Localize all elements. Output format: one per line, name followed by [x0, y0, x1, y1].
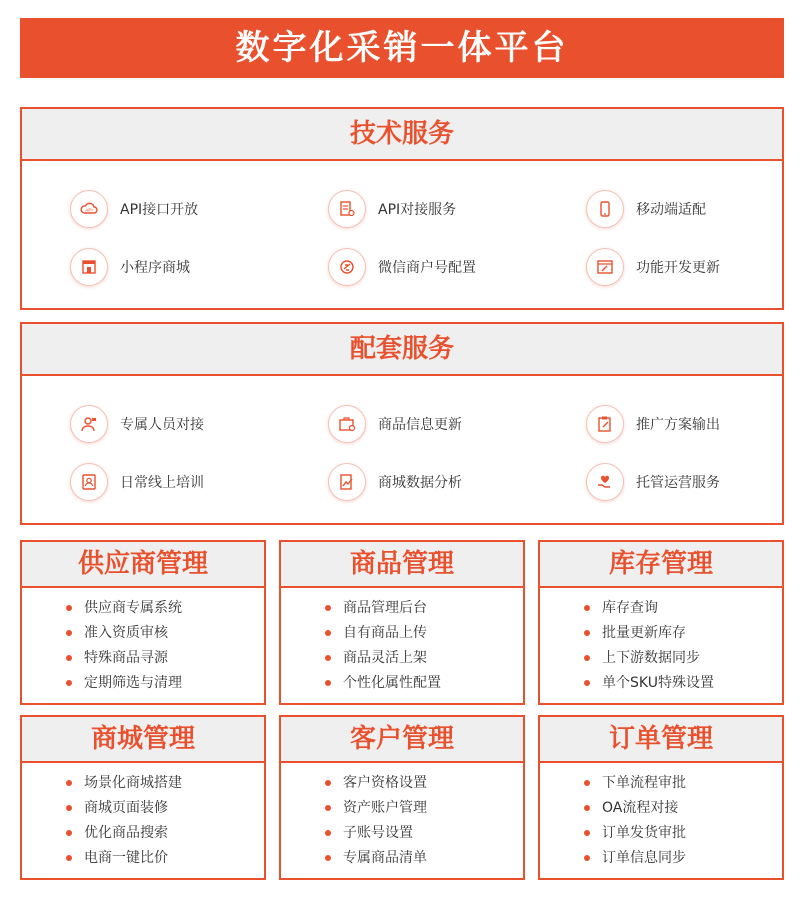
storefront-icon [70, 248, 108, 286]
list-item: 定期筛选与清理 [22, 671, 264, 696]
list-item: 商城页面装修 [22, 796, 264, 821]
list-item: 优化商品搜索 [22, 821, 264, 846]
list-item: 子账号设置 [281, 821, 523, 846]
supplier-management-card [20, 540, 266, 705]
feature-online-training [70, 462, 204, 502]
list-item: 单个SKU特殊设置 [540, 671, 782, 696]
list-item: 上下游数据同步 [540, 646, 782, 671]
list-item: 批量更新库存 [540, 621, 782, 646]
card-list [281, 763, 523, 871]
list-item: 自有商品上传 [281, 621, 523, 646]
feature-label: 微信商户号配置 [378, 260, 476, 276]
feature-managed-operation [586, 462, 720, 502]
feature-label: API对接服务 [378, 202, 457, 218]
list-item: 准入资质审核 [22, 621, 264, 646]
card-title: 供应商管理 [22, 542, 264, 588]
customer-management-card [279, 715, 525, 880]
list-item: 商品灵活上架 [281, 646, 523, 671]
feature-promotion-plan [586, 404, 720, 444]
card-list [281, 588, 523, 696]
page-title: 数字化采销一体平台 [20, 18, 784, 78]
feature-label: API接口开放 [120, 202, 199, 218]
mobile-phone-icon [586, 190, 624, 228]
list-item: OA流程对接 [540, 796, 782, 821]
list-item: 库存查询 [540, 596, 782, 621]
support-person-icon [70, 405, 108, 443]
card-title: 订单管理 [540, 717, 782, 763]
feature-data-analysis [328, 462, 462, 502]
feature-dedicated-contact [70, 404, 204, 444]
user-card-icon [70, 463, 108, 501]
card-list [22, 588, 264, 696]
list-item: 供应商专属系统 [22, 596, 264, 621]
card-title: 商城管理 [22, 717, 264, 763]
clipboard-edit-icon [586, 405, 624, 443]
feature-label: 小程序商城 [120, 260, 190, 276]
feature-label: 功能开发更新 [636, 260, 720, 276]
card-list [540, 763, 782, 871]
care-hand-icon [586, 463, 624, 501]
feature-api-integration [328, 189, 456, 229]
feature-api-open [70, 189, 198, 229]
list-item: 下单流程审批 [540, 771, 782, 796]
feature-wechat-merchant [328, 247, 476, 287]
list-item: 商品管理后台 [281, 596, 523, 621]
support-services-heading: 配套服务 [22, 324, 782, 376]
feature-label: 专属人员对接 [120, 417, 204, 433]
list-item: 个性化属性配置 [281, 671, 523, 696]
order-management-card [538, 715, 784, 880]
browser-tools-icon [586, 248, 624, 286]
data-report-icon [328, 463, 366, 501]
card-title: 客户管理 [281, 717, 523, 763]
list-item: 资产账户管理 [281, 796, 523, 821]
card-title: 商品管理 [281, 542, 523, 588]
feature-label: 商城数据分析 [378, 475, 462, 491]
support-services-panel [20, 322, 784, 525]
feature-dev-update [586, 247, 720, 287]
wechat-pay-icon [328, 248, 366, 286]
list-item: 场景化商城搭建 [22, 771, 264, 796]
feature-label: 推广方案输出 [636, 417, 720, 433]
cloud-api-icon [70, 190, 108, 228]
feature-label: 商品信息更新 [378, 417, 462, 433]
inventory-management-card [538, 540, 784, 705]
list-item: 专属商品清单 [281, 846, 523, 871]
tech-services-heading: 技术服务 [22, 109, 782, 161]
product-management-card [279, 540, 525, 705]
feature-label: 托管运营服务 [636, 475, 720, 491]
feature-label: 移动端适配 [636, 202, 706, 218]
list-item: 电商一键比价 [22, 846, 264, 871]
card-list [540, 588, 782, 696]
document-link-icon [328, 190, 366, 228]
card-title: 库存管理 [540, 542, 782, 588]
list-item: 订单发货审批 [540, 821, 782, 846]
feature-label: 日常线上培训 [120, 475, 204, 491]
list-item: 特殊商品寻源 [22, 646, 264, 671]
svg-text:API: API [85, 207, 93, 213]
card-list [22, 763, 264, 871]
feature-product-update [328, 404, 462, 444]
tech-services-panel [20, 107, 784, 310]
feature-mini-program [70, 247, 190, 287]
feature-mobile [586, 189, 706, 229]
list-item: 客户资格设置 [281, 771, 523, 796]
list-item: 订单信息同步 [540, 846, 782, 871]
product-box-icon [328, 405, 366, 443]
mall-management-card [20, 715, 266, 880]
